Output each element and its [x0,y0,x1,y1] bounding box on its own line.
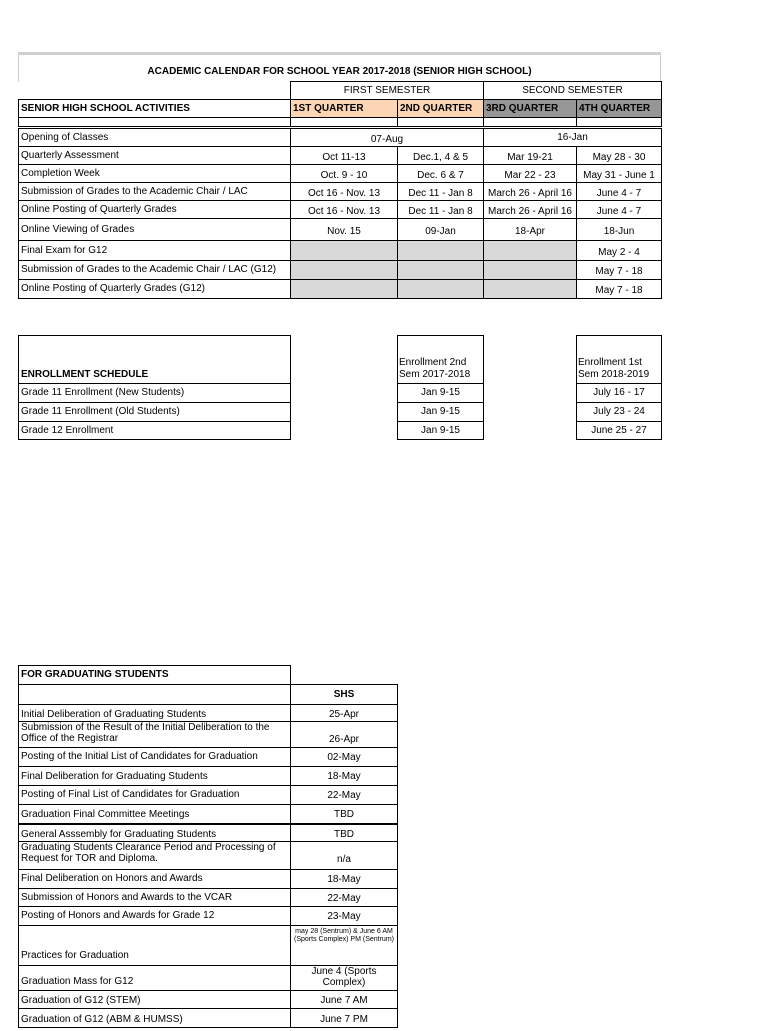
quarter-header-4: 4TH QUARTER [576,99,662,118]
graduating-row-value: June 7 PM [290,1008,398,1028]
enrollment-col2-cell: June 25 - 27 [576,421,662,440]
graduating-row-label [18,841,291,870]
q2-cell [397,260,484,280]
activity-label: Online Viewing of Grades [18,218,291,241]
enrollment-col2-cell: July 16 - 17 [576,383,662,403]
first-sem-opening: 07-Aug [290,128,484,147]
activity-label: Online Posting of Quarterly Grades (G12) [18,279,291,299]
graduating-row-label: Graduation Mass for G12 [18,965,291,991]
graduating-row-label: General Asssembly for Graduating Students [18,823,291,842]
activity-label: Final Exam for G12 [18,240,291,261]
calendar-title: ACADEMIC CALENDAR FOR SCHOOL YEAR 2017-2018 (SENIOR HIGH SCHOOL) [147,66,532,77]
graduating-row-value: 22-May [290,785,398,805]
spacer-row [18,117,662,127]
graduating-row-label: Graduation of G12 (STEM) [18,990,291,1009]
graduating-row-value: n/a [290,841,398,870]
q1-cell [290,240,398,261]
spacer-divider [576,117,577,127]
quarter-header-2: 2ND QUARTER [397,99,484,118]
q4-cell: May 7 - 18 [576,279,662,299]
q4-cell: May 31 - June 1 [576,164,662,183]
graduating-row-label: Practices for Graduation [18,925,291,966]
q1-cell: Nov. 15 [290,218,398,241]
q1-cell: Oct 16 - Nov. 13 [290,182,398,201]
enrollment-header: ENROLLMENT SCHEDULE [18,335,291,384]
spacer-divider [397,117,398,127]
enrollment-row-label: Grade 12 Enrollment [18,421,291,440]
graduating-row-label: Posting of Final List of Candidates for Graduation [18,785,291,805]
q4-cell: May 28 - 30 [576,146,662,165]
enrollment-row-label: Grade 11 Enrollment (Old Students) [18,402,291,422]
second-semester-header: SECOND SEMESTER [483,81,662,100]
q3-cell: Mar 22 - 23 [483,164,577,183]
graduating-row-value: 25-Apr [290,704,398,722]
q2-cell [397,240,484,261]
q4-cell: 18-Jun [576,218,662,241]
graduating-row-label: Graduation Final Committee Meetings [18,804,291,824]
first-semester-header: FIRST SEMESTER [290,81,484,100]
graduating-row-value: 26-Apr [290,721,398,748]
q2-cell [397,279,484,299]
q3-cell [483,279,577,299]
q4-cell: May 2 - 4 [576,240,662,261]
graduating-row-value [290,965,398,991]
spacer-divider [483,117,484,127]
graduating-row-label: Submission of Honors and Awards to the VCAR [18,888,291,907]
q4-cell: May 7 - 18 [576,260,662,280]
graduating-row-label: Graduation of G12 (ABM & HUMSS) [18,1008,291,1028]
graduating-row-value-text: may 28 (Sentrum) & June 6 AM (Sports Complex) PM (Sentrum) [294,928,394,943]
graduating-row-value: 18-May [290,766,398,786]
graduating-header: FOR GRADUATING STUDENTS [18,665,291,685]
shs-column-header: SHS [290,684,398,705]
enrollment-col2-header [576,335,662,384]
graduating-row-label: Final Deliberation for Graduating Students [18,766,291,786]
enrollment-col1-header-text: Enrollment 2nd Sem 2017-2018 [399,357,471,380]
q1-cell: Oct 11-13 [290,146,398,165]
graduating-row-value: 02-May [290,747,398,767]
q2-cell: Dec 11 - Jan 8 [397,182,484,201]
graduating-row-value-text: June 4 (Sports Complex) [311,966,377,988]
graduating-row-value: 23-May [290,906,398,926]
graduating-row-label: Final Deliberation on Honors and Awards [18,869,291,889]
enrollment-col2-cell: July 23 - 24 [576,402,662,422]
quarter-header-3: 3RD QUARTER [483,99,577,118]
enrollment-col1-header [397,335,484,384]
activity-label: Submission of Grades to the Academic Chair / LAC [18,182,291,201]
graduating-row-value [290,925,398,966]
graduating-row-value: 22-May [290,888,398,907]
graduating-row-label: Initial Deliberation of Graduating Students [18,704,291,722]
activity-label: Completion Week [18,164,291,183]
activities-header: SENIOR HIGH SCHOOL ACTIVITIES [18,99,291,118]
q1-cell [290,260,398,280]
spacer-divider [290,117,291,127]
graduating-row-value: TBD [290,823,398,842]
quarter-header-1: 1ST QUARTER [290,99,398,118]
q3-cell: March 26 - April 16 [483,182,577,201]
q3-cell [483,240,577,261]
graduating-row-label [18,721,291,748]
enrollment-col1-cell: Jan 9-15 [397,383,484,403]
q3-cell [483,260,577,280]
graduating-row-value: TBD [290,804,398,824]
graduating-row-label: Posting of the Initial List of Candidates for Graduation [18,747,291,767]
q1-cell [290,279,398,299]
activity-label: Quarterly Assessment [18,146,291,165]
q2-cell: Dec 11 - Jan 8 [397,200,484,219]
enrollment-row-label: Grade 11 Enrollment (New Students) [18,383,291,403]
q1-cell: Oct 16 - Nov. 13 [290,200,398,219]
q4-cell: June 4 - 7 [576,200,662,219]
activity-label: Submission of Grades to the Academic Chair / LAC (G12) [18,260,291,280]
graduating-header-blank [18,684,291,705]
graduating-row-label: Posting of Honors and Awards for Grade 12 [18,906,291,926]
q2-cell: Dec. 6 & 7 [397,164,484,183]
q3-cell: Mar 19-21 [483,146,577,165]
q2-cell: Dec.1, 4 & 5 [397,146,484,165]
q4-cell: June 4 - 7 [576,182,662,201]
enrollment-col1-cell: Jan 9-15 [397,421,484,440]
graduating-row-label-text: Submission of the Result of the Initial Deliberation to the Office of the Registrar [21,722,270,744]
graduating-row-label-text: Graduating Students Clearance Period and Processing of Request for TOR and Diploma. [21,842,276,864]
enrollment-col1-cell: Jan 9-15 [397,402,484,422]
activity-label: Opening of Classes [18,128,291,147]
second-sem-opening: 16-Jan [483,128,662,147]
graduating-row-value: 18-May [290,869,398,889]
enrollment-col2-header-text: Enrollment 1st Sem 2018-2019 [578,357,650,380]
q2-cell: 09-Jan [397,218,484,241]
activity-label: Online Posting of Quarterly Grades [18,200,291,219]
q3-cell: 18-Apr [483,218,577,241]
graduating-row-value: June 7 AM [290,990,398,1009]
q1-cell: Oct. 9 - 10 [290,164,398,183]
q3-cell: March 26 - April 16 [483,200,577,219]
